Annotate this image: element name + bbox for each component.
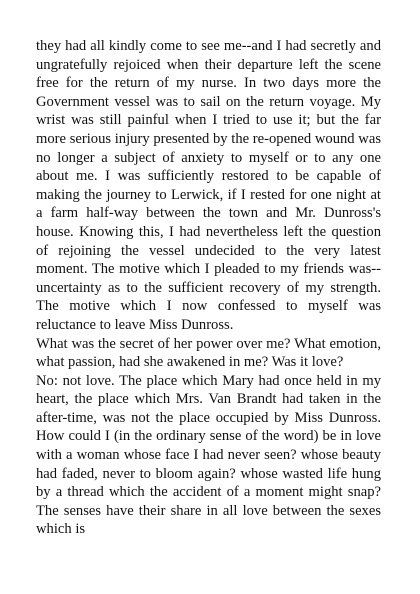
paragraph: What was the secret of her power over me? What emotion, what passion, had she awakened in me? Was it love? [36, 335, 381, 371]
paragraph: they had all kindly come to see me--and I had secretly and ungratefully rejoiced when their departure left the scene free for the return of my nurse. In two days more the Government vessel was to sail on the return voyage. My wrist was still painful when I tried to use it; but the far more serious injury presented by the re-opened wound was no longer a subject of anxiety to myself or to any one about me. I was sufficiently restored to be capable of making the journey to Lerwick, if I rested for one night at a farm half-way between the town and Mr. Dunross's house. Knowing this, I had nevertheless left the question of rejoining the vessel undecided to the very latest moment. The motive which I pleaded to my friends was--uncertainty as to the sufficient recovery of my strength. The motive which I now confessed to myself was reluctance to leave Miss Dunross. [36, 38, 381, 333]
paragraph: No: not love. The place which Mary had once held in my heart, the place which Mrs. Van Brandt had taken in the after-time, was not the place occupied by Miss Dunross. How could I (in the ordinary sense of the word) be in love with a woman whose face I had never seen? whose beauty had faded, never to bloom again? whose wasted life hung by a thread which the accident of a moment might snap? The senses have their share in all love between the sexes which is [36, 372, 381, 538]
page-text [36, 37, 381, 539]
